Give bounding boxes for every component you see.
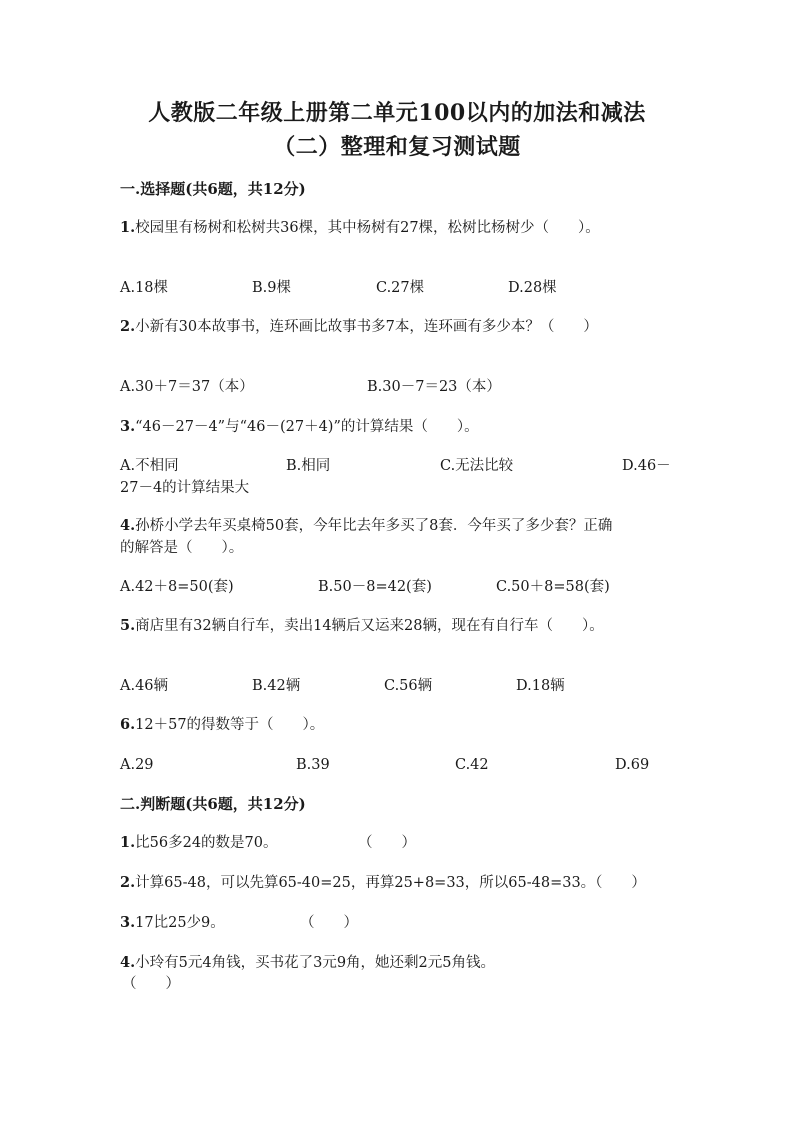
option-c: C.27棵 xyxy=(376,280,425,296)
answer-parentheses: （ ） xyxy=(358,835,416,851)
question-number: 4. xyxy=(120,517,136,534)
question-number: 2. xyxy=(120,874,136,891)
question-text: 17比25少9。 xyxy=(135,915,225,931)
option-b: B.相同 xyxy=(286,458,331,474)
judgement-4 xyxy=(120,952,495,974)
answer-parentheses: （ ） xyxy=(122,976,180,992)
question-number: 2. xyxy=(120,318,136,335)
question-4-continued: 的解答是（ ）。 xyxy=(120,540,244,556)
question-6 xyxy=(120,714,324,736)
answer-parentheses: （ ） xyxy=(300,915,358,931)
option-d: D.69 xyxy=(615,757,650,773)
question-number: 4. xyxy=(120,954,136,971)
judgement-2 xyxy=(120,872,646,894)
option-c: C.50＋8=58(套) xyxy=(496,579,610,595)
question-number: 1. xyxy=(120,834,136,851)
question-text: 12＋57的得数等于（ ）。 xyxy=(135,717,325,733)
question-text: “46－27－4”与“46－(27＋4)”的计算结果（ ）。 xyxy=(135,419,479,435)
option-b: B.9棵 xyxy=(252,280,291,296)
question-text: 计算65-48，可以先算65-40=25，再算25+8=33，所以65-48=33。（ ） xyxy=(135,875,646,891)
option-b: B.30－7＝23（本） xyxy=(367,379,501,395)
option-b: B.42辆 xyxy=(252,678,301,694)
option-c: C.无法比较 xyxy=(440,458,514,474)
question-text: 比56多24的数是70。 xyxy=(135,835,278,851)
question-3 xyxy=(120,416,479,438)
option-a: A.不相同 xyxy=(120,458,179,474)
question-5 xyxy=(120,615,604,637)
section-heading-judgement: 二.判断题(共6题，共12分) xyxy=(120,795,306,813)
question-2 xyxy=(120,316,598,338)
question-text: 小玲有5元4角钱，买书花了3元9角，她还剩2元5角钱。 xyxy=(135,955,495,971)
question-number: 5. xyxy=(120,617,136,634)
page-title-line-1: 人教版二年级上册第二单元100以内的加法和减法 xyxy=(148,100,646,126)
option-d: D.46－ xyxy=(622,458,671,474)
question-1 xyxy=(120,217,600,239)
option-b: B.50－8=42(套) xyxy=(318,579,432,595)
question-text: 孙桥小学去年买桌椅50套，今年比去年多买了8套．今年买了多少套？正确 xyxy=(135,518,613,534)
option-d: D.18辆 xyxy=(516,678,565,694)
option-a: A.30＋7＝37（本） xyxy=(120,379,254,395)
option-a: A.46辆 xyxy=(120,678,169,694)
question-number: 6. xyxy=(120,716,136,733)
page-title-line-2: （二）整理和复习测试题 xyxy=(273,134,521,160)
option-d: D.28棵 xyxy=(508,280,557,296)
question-4 xyxy=(120,515,612,537)
option-b: B.39 xyxy=(296,757,330,773)
judgement-3 xyxy=(120,912,225,934)
section-heading-choice: 一.选择题(共6题，共12分) xyxy=(120,180,306,198)
option-a: A.29 xyxy=(120,757,154,773)
question-number: 3. xyxy=(120,418,136,435)
judgement-1 xyxy=(120,832,278,854)
question-number: 1. xyxy=(120,219,136,236)
question-text: 校园里有杨树和松树共36棵，其中杨树有27棵，松树比杨树少（ ）。 xyxy=(135,220,600,236)
option-a: A.42＋8=50(套) xyxy=(120,579,234,595)
option-d-continued: 27－4的计算结果大 xyxy=(120,480,250,496)
question-number: 3. xyxy=(120,914,136,931)
question-text: 商店里有32辆自行车，卖出14辆后又运来28辆，现在有自行车（ ）。 xyxy=(135,618,604,634)
option-a: A.18棵 xyxy=(120,280,169,296)
question-text: 小新有30本故事书，连环画比故事书多7本，连环画有多少本？（ ） xyxy=(135,319,598,335)
option-c: C.56辆 xyxy=(384,678,433,694)
option-c: C.42 xyxy=(455,757,489,773)
